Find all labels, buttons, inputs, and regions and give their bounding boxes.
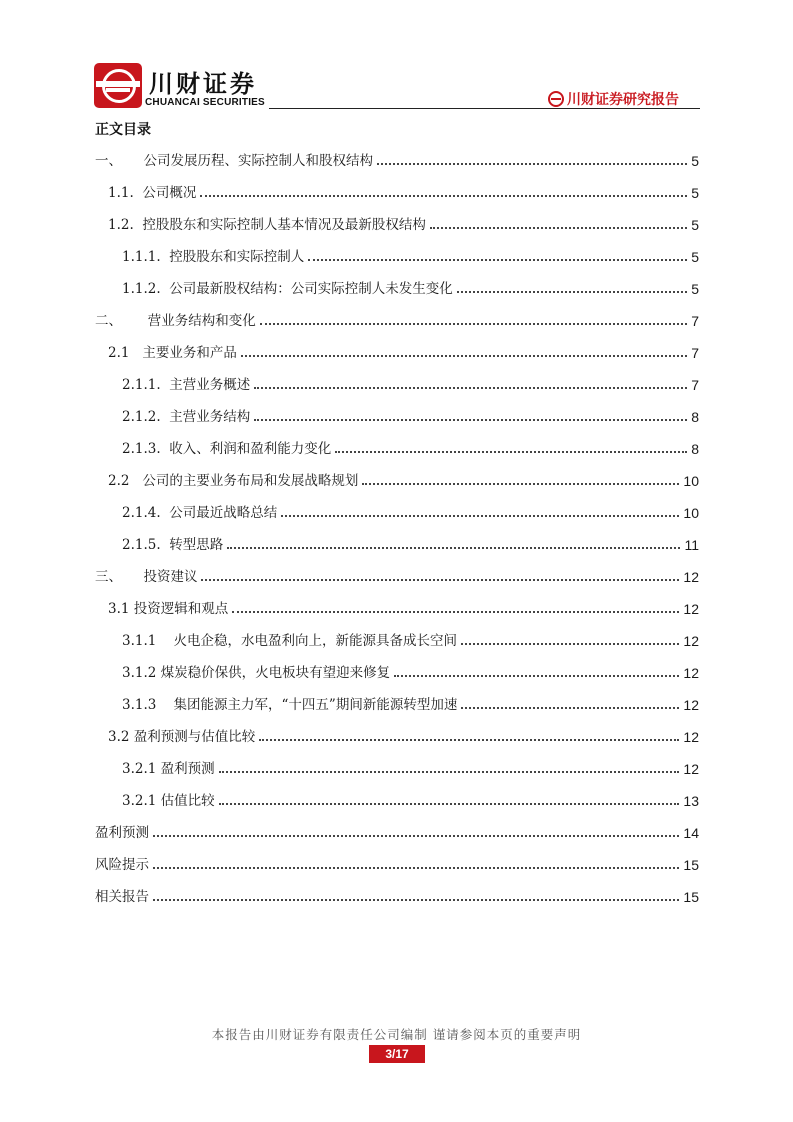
toc-entry-page: 7 [691, 377, 699, 393]
report-label: 川财证券研究报告 [567, 92, 679, 108]
toc-entry-page: 12 [683, 569, 699, 585]
toc-entry-page: 8 [691, 409, 699, 425]
toc-entry[interactable] [95, 241, 699, 265]
toc-entry[interactable] [95, 881, 699, 905]
toc-leader [394, 675, 679, 677]
toc-leader [254, 419, 687, 421]
toc-entry-number: 2.1.4. [122, 505, 170, 521]
toc-leader [219, 803, 680, 805]
toc-entry-title: 主营业务结构 [169, 409, 251, 425]
toc-title: 正文目录 [95, 122, 151, 138]
toc-leader [335, 451, 687, 453]
toc-entry[interactable] [95, 369, 699, 393]
toc-entry[interactable] [95, 465, 699, 489]
toc-entry[interactable] [95, 625, 699, 649]
toc-entry[interactable] [95, 177, 699, 201]
brand-name-en: CHUANCAI SECURITIES [145, 97, 265, 108]
toc-entry-title: 火电企稳，水电盈利向上，新能源具备成长空间 [173, 633, 458, 649]
toc-entry-title: 主要业务和产品 [142, 345, 237, 361]
toc-entry-number: 3.2.1 [122, 761, 161, 777]
toc-entry-number: 3.1.2 [122, 665, 161, 681]
toc-entry-number: 2.1.3. [122, 441, 170, 457]
toc-entry-number: 三、 [95, 569, 144, 585]
toc-entry-title: 煤炭稳价保供，火电板块有望迎来修复 [160, 665, 391, 681]
toc-leader [377, 163, 687, 165]
toc-entry-number: 二、 [95, 313, 148, 329]
toc-entry-title: 营业务结构和变化 [147, 313, 256, 329]
toc-entry[interactable] [95, 561, 699, 585]
toc-entry-title: 投资建议 [143, 569, 198, 585]
toc-entry-number: 2.1.2. [122, 409, 170, 425]
toc-entry-title: 公司的主要业务布局和发展战略规划 [142, 473, 359, 489]
toc-entry-page: 7 [691, 345, 699, 361]
toc-entry-number: 2.2 [108, 473, 143, 489]
toc-entry[interactable] [95, 433, 699, 457]
toc-entry-title: 盈利预测 [95, 825, 149, 841]
toc-entry[interactable] [95, 273, 699, 297]
toc-leader [232, 611, 679, 613]
toc-leader [260, 323, 687, 325]
toc-entry[interactable] [95, 689, 699, 713]
toc-entry-page: 5 [691, 217, 699, 233]
toc-entry-title: 控股股东和实际控制人 [169, 249, 305, 265]
toc-entry-title: 公司发展历程、实际控制人和股权结构 [143, 153, 373, 169]
footer-disclaimer: 本报告由川财证券有限责任公司编制 谨请参阅本页的重要声明 [211, 1027, 582, 1042]
toc-entry-title: 估值比较 [160, 793, 215, 809]
toc-leader [461, 707, 679, 709]
toc-entry-page: 5 [691, 185, 699, 201]
toc-entry-page: 8 [691, 441, 699, 457]
toc-entry-title: 盈利预测与估值比较 [133, 729, 256, 745]
toc-entry-number: 2.1.5. [122, 537, 170, 553]
toc-entry-number: 3.1.3 [122, 697, 174, 713]
toc-entry-title: 主营业务概述 [169, 377, 251, 393]
toc-entry[interactable] [95, 337, 699, 361]
toc-entry-number: 3.2 [108, 729, 134, 745]
toc-entry-page: 12 [683, 761, 699, 777]
toc-entry-number: 一、 [95, 153, 144, 169]
toc-entry[interactable] [95, 817, 699, 841]
toc-entry[interactable] [95, 721, 699, 745]
toc-entry[interactable] [95, 593, 699, 617]
toc-entry[interactable] [95, 209, 699, 233]
toc-leader [200, 195, 687, 197]
toc-entry-page: 12 [683, 665, 699, 681]
toc-leader [457, 291, 687, 293]
toc-leader [201, 579, 679, 581]
toc-entry-number: 3.1 [108, 601, 134, 617]
toc-leader [281, 515, 679, 517]
page-number: 3/17 [369, 1045, 425, 1063]
toc-entry-number: 1.1.1. [122, 249, 170, 265]
toc-entry-page: 12 [683, 633, 699, 649]
toc-leader [153, 835, 679, 837]
toc-leader [259, 739, 679, 741]
toc-entry-title: 投资逻辑和观点 [133, 601, 229, 617]
toc-entry[interactable] [95, 401, 699, 425]
toc-entry[interactable] [95, 753, 699, 777]
toc-entry-title: 集团能源主力军，“十四五”期间新能源转型加速 [173, 697, 458, 713]
toc-entry-number: 2.1 [108, 345, 143, 361]
brand-logo-icon [94, 63, 142, 108]
toc-entry-page: 5 [691, 249, 699, 265]
toc-entry-title: 公司概况 [142, 185, 197, 201]
toc-leader [308, 259, 687, 261]
toc-entry[interactable] [95, 305, 699, 329]
toc-entry[interactable] [95, 785, 699, 809]
toc-leader [254, 387, 687, 389]
toc-leader [362, 483, 679, 485]
toc-entry-number: 1.1.2. [122, 281, 170, 297]
toc-entry-title: 相关报告 [95, 889, 149, 905]
toc-entry-title: 转型思路 [169, 537, 224, 553]
toc-entry-page: 5 [691, 281, 699, 297]
toc-entry-page: 14 [683, 825, 699, 841]
toc-entry-page: 12 [683, 729, 699, 745]
toc-entry-title: 盈利预测 [160, 761, 215, 777]
brand-mark-icon [548, 91, 564, 107]
toc-leader [153, 867, 679, 869]
toc-entry-number: 1.2. [108, 217, 143, 233]
toc-entry[interactable] [95, 657, 699, 681]
toc-entry-number: 1.1. [108, 185, 143, 201]
toc-leader [153, 899, 679, 901]
toc-leader [430, 227, 687, 229]
toc-entry[interactable] [95, 849, 699, 873]
brand-name: 川财证券 [149, 70, 257, 98]
toc-entry-page: 5 [691, 153, 699, 169]
toc-entry[interactable] [95, 529, 699, 553]
toc-entry-number: 3.1.1 [122, 633, 174, 649]
toc-entry-page: 15 [683, 857, 699, 873]
toc-leader [219, 771, 680, 773]
report-label-group [548, 89, 679, 109]
toc-entry-title: 风险提示 [95, 857, 149, 873]
toc-entry-title: 控股股东和实际控制人基本情况及最新股权结构 [142, 217, 426, 233]
toc-leader [227, 547, 680, 549]
toc-entry-page: 11 [684, 537, 699, 553]
toc-entry-page: 7 [691, 313, 699, 329]
toc-leader [241, 355, 687, 357]
toc-entry[interactable] [95, 145, 699, 169]
toc-entry-page: 12 [683, 697, 699, 713]
toc-entry-page: 10 [683, 505, 699, 521]
toc-entry-page: 10 [683, 473, 699, 489]
toc-entry-page: 12 [683, 601, 699, 617]
toc-leader [461, 643, 679, 645]
toc-entry[interactable] [95, 497, 699, 521]
toc-entry-number: 3.2.1 [122, 793, 161, 809]
toc-entry-page: 15 [683, 889, 699, 905]
toc-entry-title: 收入、利润和盈利能力变化 [169, 441, 332, 457]
toc-entry-page: 13 [683, 793, 699, 809]
toc-entry-title: 公司最近战略总结 [169, 505, 278, 521]
toc-entry-number: 2.1.1. [122, 377, 170, 393]
toc-entry-title: 公司最新股权结构：公司实际控制人未发生变化 [169, 281, 453, 297]
